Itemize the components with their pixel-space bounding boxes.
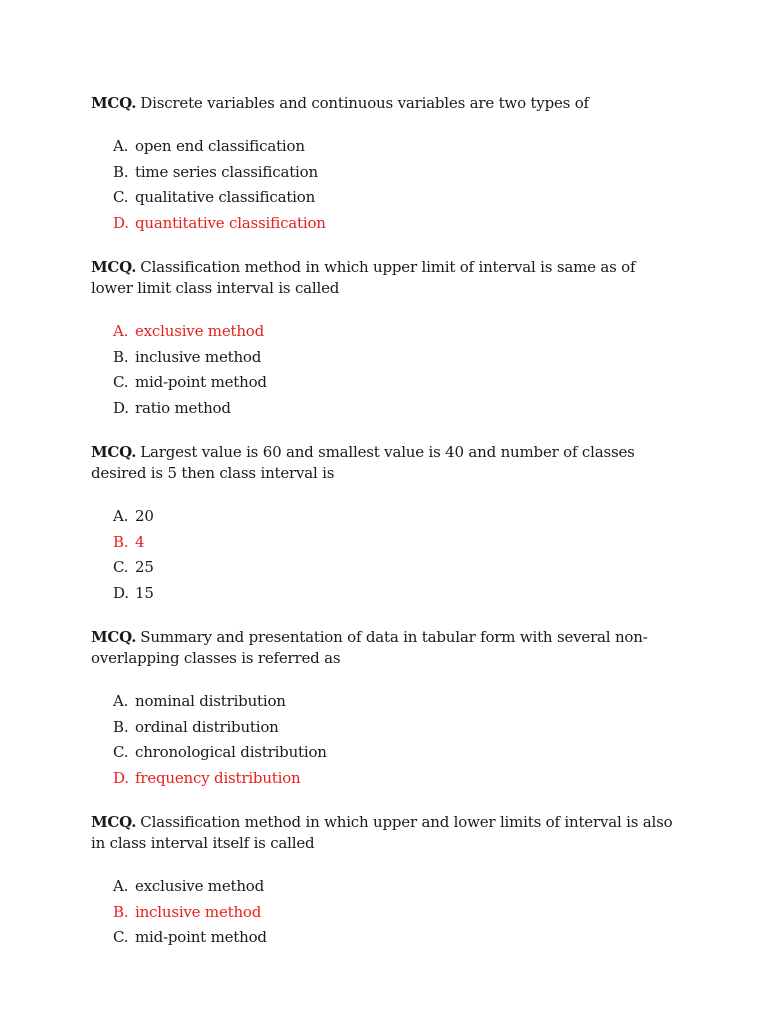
question-prefix: MCQ. [91, 628, 137, 646]
question-text [91, 93, 680, 114]
question-text [91, 627, 680, 669]
option-b-correct-answer [113, 900, 680, 926]
option-text: chronological distribution [135, 743, 327, 761]
option-letter: D. [113, 583, 129, 602]
question-prefix: MCQ. [91, 258, 137, 276]
question-stem: Summary and presentation of data in tabular form with several non-overlapping classes is referred as [91, 628, 648, 667]
option-a-correct-answer [113, 319, 680, 345]
option-text: frequency distribution [135, 768, 301, 787]
option-text: 4 [135, 532, 145, 551]
option-list [91, 504, 680, 606]
question-text [91, 812, 680, 854]
option-letter: C. [113, 928, 129, 946]
option-c [113, 370, 680, 396]
option-letter: C. [113, 373, 129, 391]
question-stem: Classification method in which upper and lower limits of interval is also in class interval itself is called [91, 813, 673, 852]
option-text: 25 [135, 558, 154, 576]
question-prefix: MCQ. [91, 813, 137, 831]
option-text: quantitative classification [135, 213, 326, 232]
question-1 [91, 93, 680, 236]
question-prefix: MCQ. [91, 94, 137, 112]
option-text: qualitative classification [135, 188, 316, 206]
option-letter: D. [113, 398, 129, 417]
option-letter: A. [113, 692, 129, 710]
option-text: time series classification [135, 162, 318, 181]
option-text: inclusive method [135, 347, 262, 366]
option-c [113, 925, 680, 951]
option-b [113, 715, 680, 741]
option-d-correct-answer [113, 766, 680, 792]
question-text [91, 257, 680, 299]
option-letter: B. [113, 162, 129, 181]
option-a [113, 134, 680, 160]
option-text: 15 [135, 583, 154, 602]
option-text: exclusive method [135, 877, 265, 895]
question-stem: Classification method in which upper limit of interval is same as of lower limit class interval is called [91, 258, 636, 297]
option-list [91, 134, 680, 236]
option-text: ratio method [135, 398, 231, 417]
option-letter: D. [113, 213, 129, 232]
option-list [91, 319, 680, 421]
option-c [113, 555, 680, 581]
option-letter: C. [113, 558, 129, 576]
option-letter: D. [113, 768, 129, 787]
option-letter: B. [113, 902, 129, 921]
option-list [91, 874, 680, 951]
option-b [113, 345, 680, 371]
option-a [113, 874, 680, 900]
option-text: 20 [135, 507, 154, 525]
option-d-correct-answer [113, 211, 680, 237]
option-text: inclusive method [135, 902, 262, 921]
option-d [113, 396, 680, 422]
option-letter: A. [113, 322, 129, 340]
question-text [91, 442, 680, 484]
question-5 [91, 812, 680, 951]
option-a [113, 504, 680, 530]
option-text: open end classification [135, 137, 305, 155]
option-letter: B. [113, 347, 129, 366]
option-letter: B. [113, 532, 129, 551]
option-text: nominal distribution [135, 692, 286, 710]
question-4 [91, 627, 680, 791]
option-text: ordinal distribution [135, 717, 279, 736]
option-letter: A. [113, 137, 129, 155]
option-letter: A. [113, 507, 129, 525]
option-a [113, 689, 680, 715]
question-prefix: MCQ. [91, 443, 137, 461]
option-letter: B. [113, 717, 129, 736]
option-text: mid-point method [135, 373, 267, 391]
option-letter: C. [113, 743, 129, 761]
option-c [113, 185, 680, 211]
option-list [91, 689, 680, 791]
option-text: mid-point method [135, 928, 267, 946]
option-text: exclusive method [135, 322, 265, 340]
question-stem: Largest value is 60 and smallest value is 40 and number of classes desired is 5 then class interval is [91, 443, 635, 482]
question-stem: Discrete variables and continuous variables are two types of [140, 94, 589, 112]
option-b-correct-answer [113, 530, 680, 556]
question-2 [91, 257, 680, 421]
option-d [113, 581, 680, 607]
option-letter: A. [113, 877, 129, 895]
question-3 [91, 442, 680, 606]
option-letter: C. [113, 188, 129, 206]
option-c [113, 740, 680, 766]
option-b [113, 160, 680, 186]
